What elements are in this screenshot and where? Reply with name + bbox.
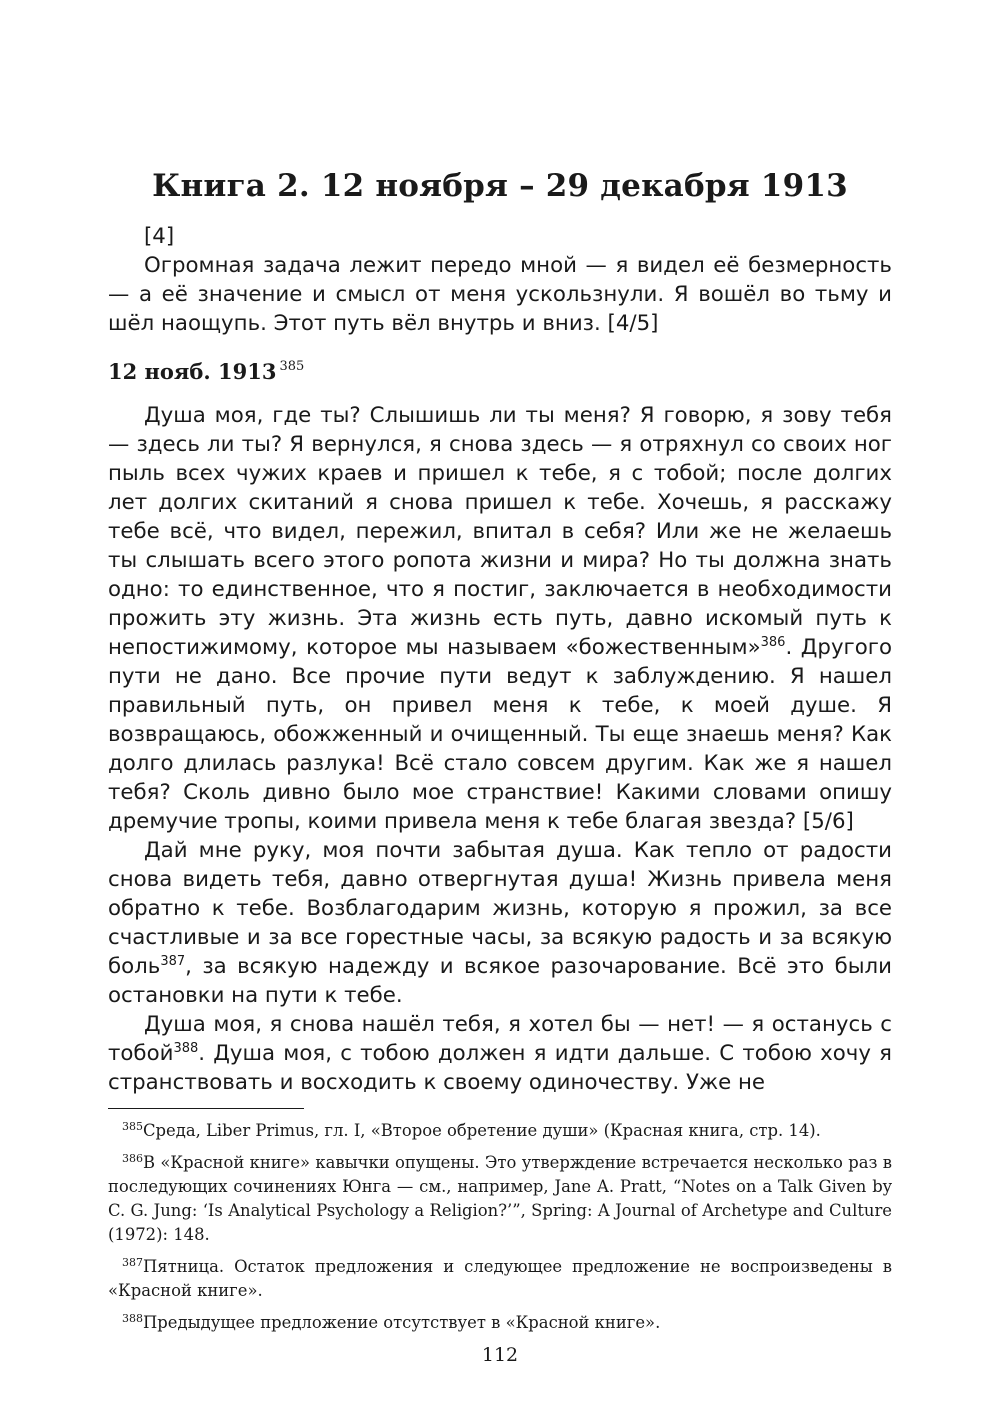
footnote-ref-387: 387 [160,954,186,969]
footnote-text: Пятница. Остаток предложения и следующее предложение не воспроизведены в «Красной книге». [108,1257,892,1300]
footnote-text: В «Красной книге» кавычки опущены. Это утверждение встречается несколько раз в последующих сочинениях Юнга — см., например, Jane A. Pratt, “Notes on a Talk Given by C. G. Jung: ‘Is Analytical Psychology a Religion?’”, Spring: A Journal of Archetype and Culture (1972): 148. [108,1153,892,1244]
footnote-ref-386: 386 [760,635,786,650]
footnote-number: 387 [122,1256,143,1269]
paragraph-1 [108,401,892,836]
footnote-divider [108,1108,304,1109]
paragraph-2-part2: , за всякую надежду и всякое разочарование. Всё это были остановки на пути к тебе. [108,954,892,1008]
footnote-387 [108,1255,892,1303]
footnote-number: 386 [122,1152,143,1165]
footnote-text: Среда, Liber Primus, гл. I, «Второе обретение души» (Красная книга, стр. 14). [143,1121,821,1140]
footnote-385 [108,1119,892,1143]
footnote-text: Предыдущее предложение отсутствует в «Красной книге». [143,1313,661,1332]
paragraph-2-part1: Дай мне руку, моя почти забытая душа. Как тепло от радости снова видеть тебя, давно отвергнутая душа! Жизнь привела меня обратно к тебе. Возблагодарим жизнь, которую я прожил, за все счастливые и за все горестные часы, за всякую радость и за всякую боль [108,838,892,979]
chapter-title: Книга 2. 12 ноября – 29 декабря 1913 [152,168,848,204]
footnote-ref-385: 385 [279,359,305,374]
entry-date: 12 нояб. 1913 [108,359,277,384]
bracket-reference: [4] [144,224,175,249]
footnote-ref-388: 388 [173,1041,199,1056]
book-page [108,0,892,1424]
entry-body [108,401,892,1097]
footnotes [108,1119,892,1343]
paragraph-1-part1: Душа моя, где ты? Слышишь ли ты меня? Я говорю, я зову тебя — здесь ли ты? Я вернулся, я снова здесь — я отряхнул со своих ног пыль всех чужих краев и пришел к тебе, я с тобой; после долгих лет долгих скитаний я снова пришел к тебе. Хочешь, я расскажу тебе всё, что видел, пережил, впитал в себя? Или же не желаешь ты слышать всего этого ропота жизни и мира? Но ты должна знать одно: то единственное, что я постиг, заключается в необходимости прожить эту жизнь. Эта жизнь есть путь, давно искомый путь к непостижимому, которое мы называем «божественным» [108,403,892,660]
paragraph-3 [108,1010,892,1097]
paragraph-1-part2: . Другого пути не дано. Все прочие пути ведут к заблуждению. Я нашел правильный путь, он привел меня к тебе, к моей душе. Я возвращаюсь, обожженный и очищенный. Ты еще знаешь меня? Как долго длилась разлука! Всё стало совсем другим. Как же я нашел тебя? Сколь дивно было мое странствие! Какими словами опишу дремучие тропы, коими привела меня к тебе благая звезда? [5/6] [108,635,892,834]
footnote-386 [108,1151,892,1247]
footnote-number: 385 [122,1120,143,1133]
paragraph-3-part2: . Душа моя, с тобою должен я идти дальше. С тобою хочу я странствовать и восходить к своему одиночеству. Уже не [108,1041,892,1095]
page-number: 112 [481,1344,519,1366]
entry-date-heading [108,359,304,384]
intro-paragraph: Огромная задача лежит передо мной — я видел её безмерность — а её значение и смысл от меня ускользнули. Я вошёл во тьму и шёл наощупь. Этот путь вёл внутрь и вниз. [4/5] [108,253,892,336]
footnote-number: 388 [122,1312,143,1325]
paragraph-2 [108,836,892,1010]
paragraph-3-part1: Душа моя, я снова нашёл тебя, я хотел бы — нет! — я останусь с тобой [108,1012,892,1066]
footnote-388 [108,1311,892,1335]
